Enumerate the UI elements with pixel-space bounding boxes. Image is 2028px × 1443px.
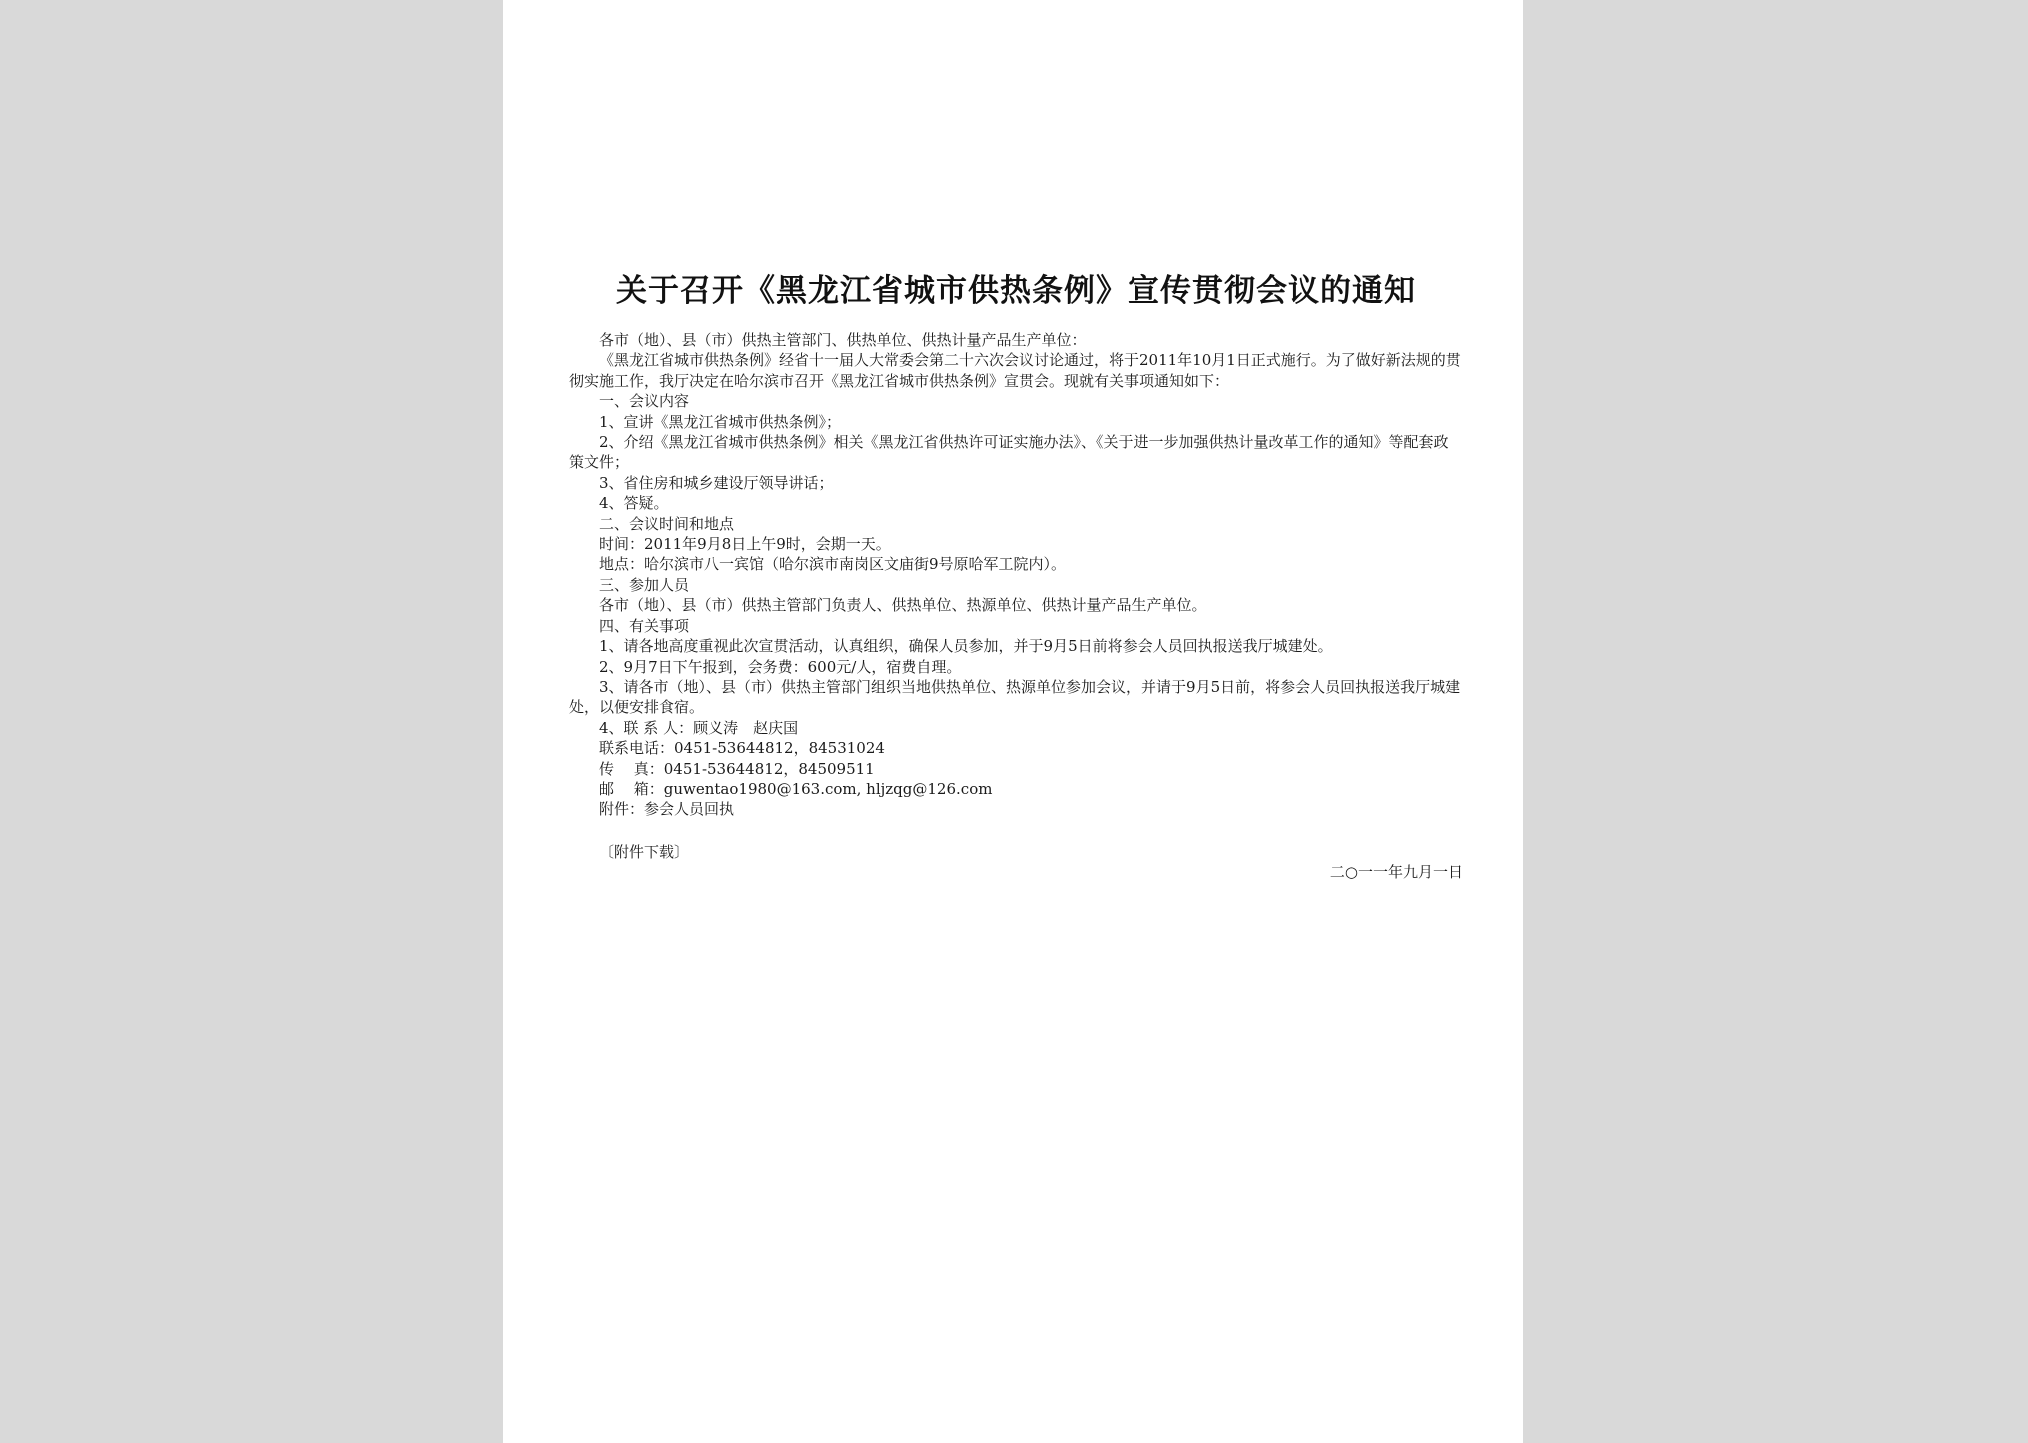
section-4-heading: 四、有关事项 — [599, 616, 690, 635]
contact-fax: 传 真：0451-53644812，84509511 — [599, 759, 875, 778]
document-title: 关于召开《黑龙江省城市供热条例》宣传贯彻会议的通知 — [616, 273, 1416, 309]
section-2-heading: 二、会议时间和地点 — [599, 514, 735, 533]
section-4-item-1: 1、请各地高度重视此次宣贯活动，认真组织，确保人员参加，并于9月5日前将参会人员回执报送我厅城建处。 — [599, 637, 1333, 656]
section-3-heading: 三、参加人员 — [599, 575, 690, 594]
intro-paragraph: 《黑龙江省城市供热条例》经省十一届人大常委会第二十六次会议讨论通过，将于2011年10月1日正式施行。为了做好新法规的贯彻实施工作，我厅决定在哈尔滨市召开《黑龙江省城市供热条例》宣贯会。现就有关事项通知如下： — [569, 351, 1461, 390]
section-4-item-2: 2、9月7日下午报到，会务费：600元/人，宿费自理。 — [599, 657, 962, 676]
contact-phone: 联系电话：0451-53644812，84531024 — [599, 739, 885, 758]
section-4-item-3: 3、请各市（地）、县（市）供热主管部门组织当地供热单位、热源单位参加会议，并请于9月5日前，将参会人员回执报送我厅城建处，以便安排食宿。 — [569, 677, 1461, 717]
section-1-item-2: 2、介绍《黑龙江省城市供热条例》相关《黑龙江省供热许可证实施办法》、《关于进一步加强供热计量改革工作的通知》等配套政策文件； — [569, 433, 1449, 472]
section-1-heading: 一、会议内容 — [599, 392, 690, 411]
participants-text: 各市（地）、县（市）供热主管部门负责人、供热单位、热源单位、供热计量产品生产单位。 — [599, 596, 1207, 615]
spacer — [569, 820, 1463, 842]
section-1-item-3: 3、省住房和城乡建设厅领导讲话； — [599, 473, 834, 492]
document-date: 二○一一年九月一日 — [1329, 863, 1463, 882]
meeting-place: 地点：哈尔滨市八一宾馆（哈尔滨市南岗区文庙街9号原哈军工院内）。 — [599, 555, 1067, 574]
section-1-item-1: 1、宣讲《黑龙江省城市供热条例》； — [599, 412, 842, 431]
contact-email: 邮 箱：guwentao1980@163.com, hljzqg@126.com — [599, 779, 993, 798]
document-body — [569, 330, 1463, 883]
document-page — [503, 0, 1523, 1443]
attachment-download-link[interactable]: 〔附件下载〕 — [599, 842, 690, 861]
contact-persons: 4、联 系 人：顾义涛 赵庆国 — [599, 718, 799, 737]
document-content — [569, 270, 1463, 883]
meeting-time: 时间：2011年9月8日上午9时，会期一天。 — [599, 535, 891, 554]
section-1-item-4: 4、答疑。 — [599, 494, 669, 513]
attachment-note: 附件：参会人员回执 — [599, 800, 735, 819]
salutation: 各市（地）、县（市）供热主管部门、供热单位、供热计量产品生产单位： — [599, 331, 1087, 349]
